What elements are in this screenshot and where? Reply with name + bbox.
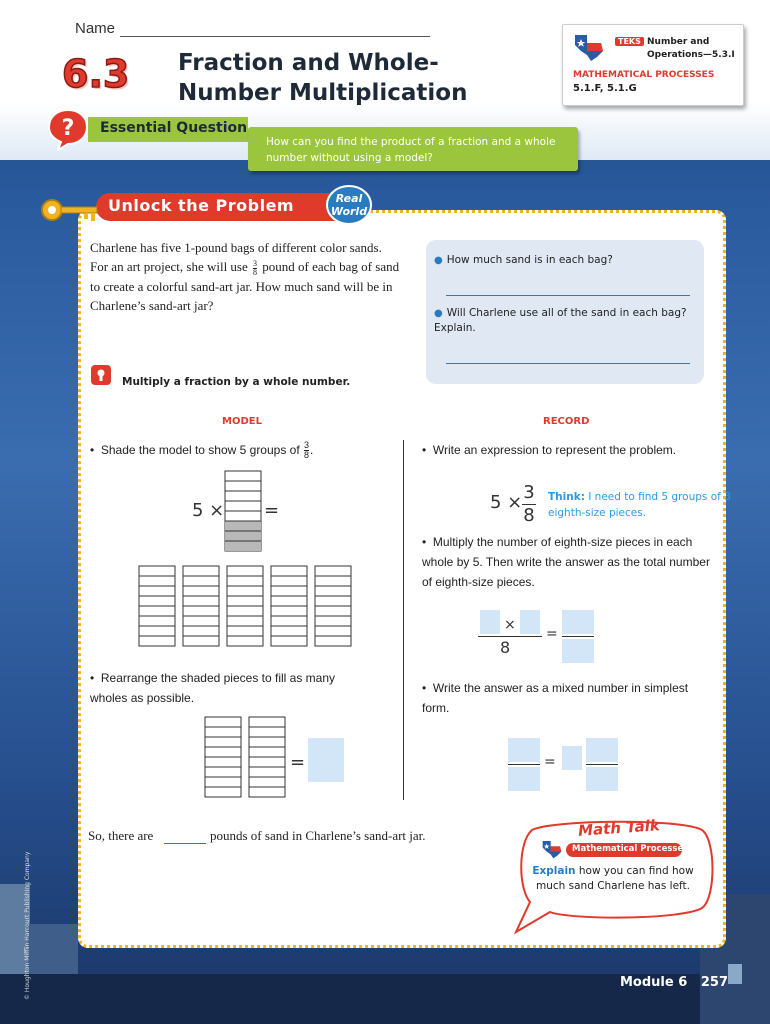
- think-text: I need to find 5 groups of 3 eighth-size pieces.: [548, 491, 731, 519]
- whole-bar[interactable]: [227, 566, 263, 646]
- explain-word: Explain: [532, 865, 576, 877]
- equals-sign: =: [546, 626, 558, 642]
- unlock-title: Unlock the Problem: [108, 196, 295, 215]
- think-label: Think:: [548, 491, 585, 503]
- conclusion-suffix: pounds of sand in Charlene’s sand-art jar.: [210, 828, 426, 843]
- whole-bar[interactable]: [183, 566, 219, 646]
- rearranged-wholes-model[interactable]: [204, 716, 286, 798]
- expression-numerator: 3: [523, 482, 535, 503]
- whole-bar[interactable]: [139, 566, 175, 646]
- record-bullet-3: • Write the answer as a mixed number in simplest form.: [422, 681, 689, 715]
- fraction-bar: [508, 764, 540, 765]
- conclusion-prefix: So, there are: [88, 828, 154, 843]
- processes-title: MATHEMATICAL PROCESSES: [573, 70, 715, 80]
- five-times-label: 5 ×: [192, 500, 225, 521]
- real-world-line-1: Real: [335, 192, 363, 205]
- math-processes-tag-text: Mathematical Processes: [572, 844, 689, 854]
- expression-fraction: [522, 482, 536, 527]
- answer-box[interactable]: [308, 738, 344, 782]
- denominator-eight: 8: [500, 638, 511, 657]
- texas-flag-icon: [540, 838, 564, 860]
- page-number: 257: [700, 975, 728, 990]
- fraction-bar: [478, 636, 542, 637]
- copyright-notice: © Houghton Mifflin Harcourt Publishing Company: [24, 851, 31, 1000]
- record-heading: RECORD: [543, 416, 590, 427]
- math-talk-title: Math Talk: [577, 816, 661, 840]
- lesson-number: 6.3: [62, 52, 130, 96]
- story-fraction-denominator: 8: [253, 267, 258, 277]
- texas-flag-icon: [571, 31, 607, 63]
- processes-codes: 5.1.F, 5.1.G: [573, 83, 637, 94]
- blank-box-2[interactable]: [520, 610, 540, 634]
- bullet-dot: ●: [434, 255, 443, 266]
- equals-sign: =: [290, 752, 306, 773]
- lock-icon: [90, 364, 112, 386]
- blank-box-5[interactable]: [508, 738, 540, 762]
- real-world-badge: [326, 185, 372, 225]
- blank-box-3[interactable]: [562, 610, 594, 634]
- answer-line-1[interactable]: [446, 295, 690, 296]
- times-sign: ×: [504, 617, 516, 633]
- teks-line-1: Number and: [647, 37, 710, 47]
- lesson-title: Fraction and Whole-Number Multiplication: [178, 50, 468, 106]
- teks-tag: TEKS: [615, 37, 644, 46]
- name-label: Name: [75, 20, 116, 37]
- story-fraction: [253, 260, 257, 277]
- blank-box-8[interactable]: [586, 767, 618, 791]
- expression-denominator: 8: [523, 505, 535, 526]
- column-divider: [403, 440, 404, 800]
- key-icon: [40, 196, 102, 224]
- math-talk-prompt: [530, 864, 696, 894]
- conclusion-blank[interactable]: [164, 843, 206, 844]
- fraction-bar: [586, 764, 618, 765]
- think-note: [548, 489, 770, 521]
- record-bullet-2: • Multiply the number of eighth-size pieces in each whole by 5. Then write the answer as the total number of eighth-size pieces.: [422, 535, 710, 589]
- single-whole-model[interactable]: [224, 470, 262, 552]
- fraction-bar: [562, 636, 594, 637]
- teks-line-2: Operations—5.3.I: [647, 50, 735, 60]
- name-field[interactable]: [120, 36, 430, 37]
- blank-whole-box[interactable]: [562, 746, 582, 770]
- story-fraction-numerator: 3: [253, 258, 258, 268]
- model-fraction: $\frac{3}{8}$: [304, 440, 310, 461]
- blank-box-7[interactable]: [586, 738, 618, 762]
- essential-question-label: Essential Question: [100, 120, 248, 136]
- five-wholes-model[interactable]: [138, 565, 354, 647]
- expression-whole: 5 ×: [490, 492, 523, 513]
- essential-question-text: How can you find the product of a fraction and a whole number without using a model?: [266, 136, 556, 164]
- blank-box-6[interactable]: [508, 767, 540, 791]
- whole-bar[interactable]: [271, 566, 307, 646]
- story-text-b: pound of each bag of sand to create a colorful sand-art jar. How much sand will be in Charlene’s sand-art jar?: [90, 259, 400, 313]
- question-2: ● Will Charlene use all of the sand in each bag? Explain.: [434, 307, 687, 334]
- multiply-label: Multiply a fraction by a whole number.: [122, 376, 351, 388]
- word-problem: [90, 238, 400, 315]
- model-bullet-1: • Shade the model to show 5 groups of $\frac{3}{8}$ .: [90, 440, 314, 461]
- svg-text:?: ?: [61, 116, 75, 141]
- question-mark-icon: [46, 107, 90, 151]
- teks-standard: [647, 36, 735, 62]
- story-text-a: Charlene has five 1-pound bags of different color sands. For an art project, she will use: [90, 240, 382, 274]
- math-talk-body: how you can find how much sand Charlene has left.: [535, 865, 694, 892]
- blank-box-1[interactable]: [480, 610, 500, 634]
- whole-bar[interactable]: [249, 717, 285, 797]
- page-footer: [620, 975, 728, 990]
- equals-sign: =: [264, 500, 280, 521]
- model-heading: MODEL: [222, 416, 262, 427]
- equals-sign: =: [544, 754, 556, 770]
- whole-bar[interactable]: [315, 566, 351, 646]
- whole-bar[interactable]: [205, 717, 241, 797]
- bullet-dot: ●: [434, 308, 443, 319]
- question-1: ● How much sand is in each bag?: [434, 254, 613, 266]
- record-bullet-1: • Write an expression to represent the problem.: [422, 443, 677, 457]
- module-label: Module 6: [620, 975, 688, 990]
- model-bullet-2: • Rearrange the shaded pieces to fill as many wholes as possible.: [90, 671, 336, 705]
- blank-box-4[interactable]: [562, 639, 594, 663]
- answer-line-2[interactable]: [446, 363, 690, 364]
- teks-box: [562, 24, 744, 106]
- real-world-line-2: World: [330, 205, 368, 218]
